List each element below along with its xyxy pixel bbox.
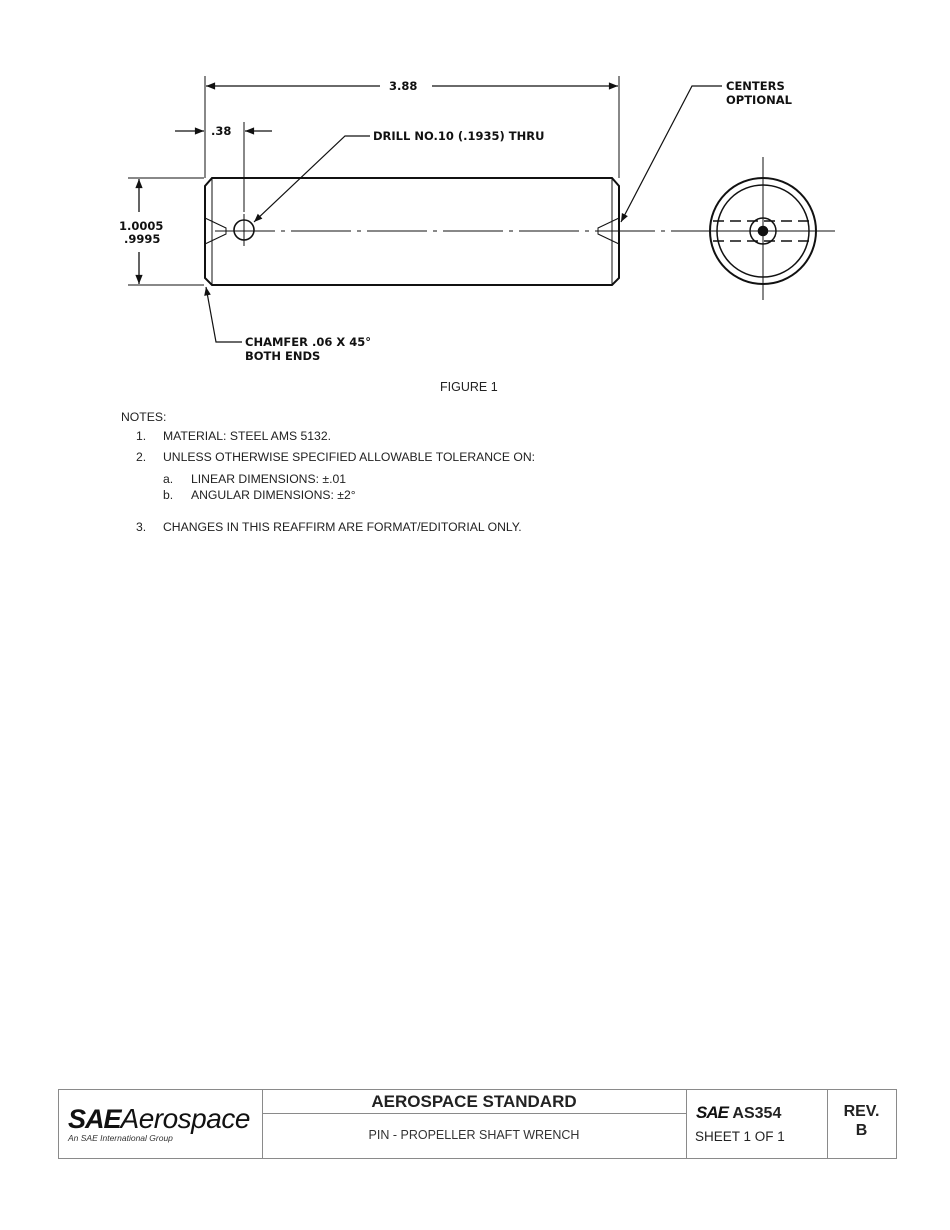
- revision-label: REV.: [843, 1103, 880, 1120]
- sub-note-letter: b.: [163, 487, 174, 502]
- note-item: [121, 521, 535, 533]
- figure-caption: FIGURE 1: [440, 380, 498, 394]
- part-title: PIN - PROPELLER SHAFT WRENCH: [368, 1128, 580, 1142]
- centers-label-line2: OPTIONAL: [726, 93, 792, 107]
- centers-leader: [621, 86, 722, 222]
- diameter-min-label: .9995: [124, 232, 161, 246]
- document-number-cell: [686, 1090, 828, 1158]
- notes-title: NOTES:: [121, 410, 167, 424]
- hole-offset-label: .38: [211, 124, 232, 138]
- overall-length-label: 3.88: [389, 79, 418, 93]
- logo-subtitle: An SAE International Group: [68, 1133, 173, 1143]
- title-block: [58, 1089, 897, 1159]
- pin-engineering-drawing: [0, 0, 950, 400]
- note-item: [121, 451, 535, 504]
- chamfer-label-line2: BOTH ENDS: [245, 349, 321, 363]
- standard-heading: AEROSPACE STANDARD: [262, 1090, 686, 1114]
- sub-note-text: LINEAR DIMENSIONS: ±.01: [191, 471, 347, 486]
- centers-label-line1: CENTERS: [726, 79, 785, 93]
- note-text: MATERIAL: STEEL AMS 5132.: [163, 429, 331, 444]
- note-item: [121, 430, 535, 442]
- sae-logo-mark: SAE: [68, 1104, 121, 1134]
- drill-note-label: DRILL NO.10 (.1935) THRU: [373, 129, 545, 143]
- title-cell: [262, 1090, 687, 1158]
- revision-value: B: [855, 1122, 868, 1139]
- notes-section: [121, 411, 535, 542]
- note-number: 1.: [136, 429, 147, 444]
- sub-note-text: ANGULAR DIMENSIONS: ±2°: [191, 487, 356, 502]
- chamfer-label-line1: CHAMFER .06 X 45°: [245, 335, 371, 349]
- sae-small-logo: SAE: [696, 1103, 728, 1122]
- diameter-max-label: 1.0005: [119, 219, 164, 233]
- sub-note-letter: a.: [163, 471, 174, 486]
- sae-aerospace-logo: [68, 1103, 250, 1135]
- end-view: [700, 157, 835, 300]
- note-number: 3.: [136, 519, 147, 534]
- note-number: 2.: [136, 450, 147, 465]
- aerospace-wordmark: Aerospace: [120, 1103, 250, 1134]
- document-number: AS354: [732, 1105, 782, 1122]
- note-text: CHANGES IN THIS REAFFIRM ARE FORMAT/EDITORIAL ONLY.: [163, 519, 522, 534]
- sae-aerospace-logo-cell: [59, 1090, 263, 1158]
- sub-note-item: [163, 489, 535, 505]
- chamfer-leader: [206, 287, 242, 342]
- tolerance-sub-list: [163, 473, 535, 505]
- note-text: UNLESS OTHERWISE SPECIFIED ALLOWABLE TOLERANCE ON:: [163, 450, 536, 465]
- sub-note-item: [163, 473, 535, 489]
- revision-cell: [827, 1090, 896, 1158]
- sheet-number: SHEET 1 OF 1: [695, 1129, 785, 1144]
